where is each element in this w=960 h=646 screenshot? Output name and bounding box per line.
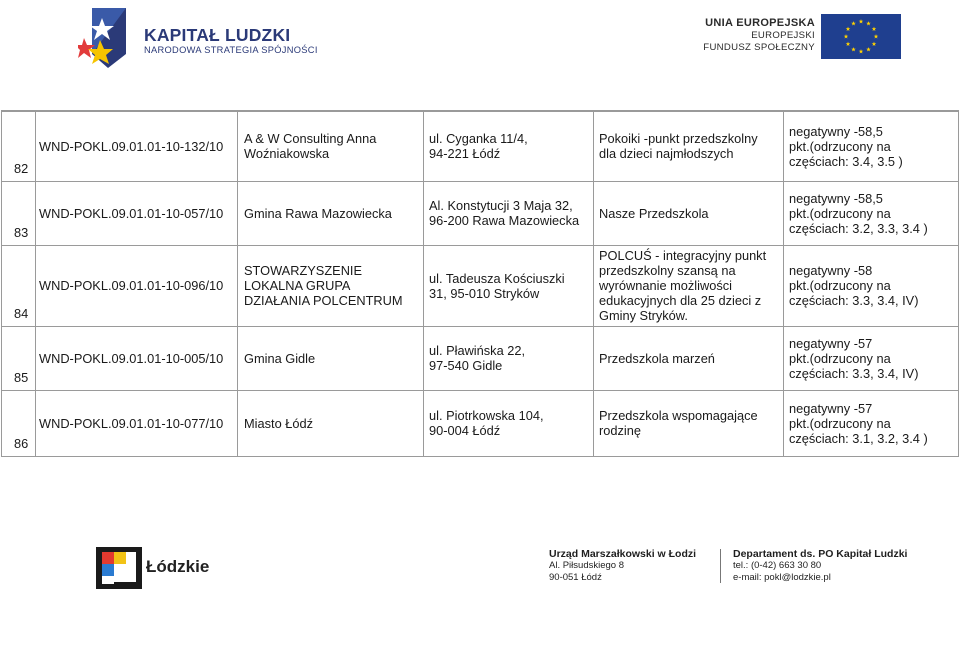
applicant-address: ul. Cyganka 11/4, 94-221 Łódź: [424, 111, 594, 181]
application-code: WND-POKL.09.01.01-10-096/10: [36, 245, 238, 326]
table-row: [2, 326, 959, 390]
application-code: WND-POKL.09.01.01-10-132/10: [36, 111, 238, 181]
applicant-address: Al. Konstytucji 3 Maja 32, 96-200 Rawa Mazowiecka: [424, 181, 594, 245]
applicant-address: ul. Piotrkowska 104, 90-004 Łódź: [424, 390, 594, 456]
row-number: 85: [2, 326, 36, 390]
office-address-block: [549, 548, 696, 584]
table-row: [2, 390, 959, 456]
applicant-address: ul. Pławińska 22, 97-540 Gidle: [424, 326, 594, 390]
row-number: 83: [2, 181, 36, 245]
project-title: Nasze Przedszkola: [594, 181, 784, 245]
department-email: e-mail: pokl@lodzkie.pl: [733, 572, 831, 583]
evaluation-result: negatywny -57 pkt.(odrzucony na częściach: 3.1, 3.2, 3.4 ): [784, 390, 959, 456]
row-number: 84: [2, 245, 36, 326]
program-title: KAPITAŁ LUDZKI: [144, 25, 291, 45]
applications-table: [1, 110, 959, 457]
office-street: Al. Piłsudskiego 8: [549, 560, 624, 571]
project-title: POLCUŚ - integracyjny punkt przedszkolny szansą na wyrównanie możliwości edukacyjnych dla 25 dzieci z Gminy Stryków.: [594, 245, 784, 326]
eu-union-label: UNIA EUROPEJSKA: [705, 17, 815, 29]
program-subtitle: NARODOWA STRATEGIA SPÓJNOŚCI: [144, 45, 318, 55]
office-title: Urząd Marszałkowski w Łodzi: [549, 548, 697, 560]
project-title: Przedszkola marzeń: [594, 326, 784, 390]
region-name: Łódzkie: [146, 557, 210, 576]
department-phone: tel.: (0-42) 663 30 80: [733, 560, 822, 571]
department-contact-block: [733, 548, 907, 584]
row-number: 82: [2, 111, 36, 181]
applicant-name: STOWARZYSZENIE LOKALNA GRUPA DZIAŁANIA POLCENTRUM: [238, 245, 424, 326]
kapital-ludzki-emblem-icon: [78, 4, 140, 72]
project-title: Przedszkola wspomagające rodzinę: [594, 390, 784, 456]
footer-divider: [720, 549, 721, 583]
evaluation-result: negatywny -58 pkt.(odrzucony na częściach: 3.3, 3.4, IV): [784, 245, 959, 326]
eu-fund-label-2: FUNDUSZ SPOŁECZNY: [703, 42, 815, 53]
applicant-name: A & W Consulting Anna Woźniakowska: [238, 111, 424, 181]
application-code: WND-POKL.09.01.01-10-077/10: [36, 390, 238, 456]
lodzkie-emblem-icon: [96, 547, 142, 589]
table-row: [2, 111, 959, 181]
evaluation-result: negatywny -58,5 pkt.(odrzucony na częściach: 3.2, 3.3, 3.4 ): [784, 181, 959, 245]
application-code: WND-POKL.09.01.01-10-057/10: [36, 181, 238, 245]
applicant-name: Miasto Łódź: [238, 390, 424, 456]
applicant-address: ul. Tadeusza Kościuszki 31, 95-010 Stryków: [424, 245, 594, 326]
lodzkie-logo: [96, 547, 226, 589]
table-row: [2, 245, 959, 326]
table-row: [2, 181, 959, 245]
project-title: Pokoiki -punkt przedszkolny dla dzieci najmłodszych: [594, 111, 784, 181]
office-city: 90-051 Łódź: [549, 572, 602, 583]
applicant-name: Gmina Rawa Mazowiecka: [238, 181, 424, 245]
eu-fund-label-1: EUROPEJSKI: [751, 30, 815, 41]
kapital-ludzki-logo: [78, 4, 328, 72]
row-number: 86: [2, 390, 36, 456]
applicant-name: Gmina Gidle: [238, 326, 424, 390]
eu-caption: [703, 17, 815, 54]
department-title: Departament ds. PO Kapitał Ludzki: [733, 548, 908, 560]
application-code: WND-POKL.09.01.01-10-005/10: [36, 326, 238, 390]
eu-flag-icon: [821, 14, 901, 59]
evaluation-result: negatywny -57 pkt.(odrzucony na częściach: 3.3, 3.4, IV): [784, 326, 959, 390]
evaluation-result: negatywny -58,5 pkt.(odrzucony na częściach: 3.4, 3.5 ): [784, 111, 959, 181]
